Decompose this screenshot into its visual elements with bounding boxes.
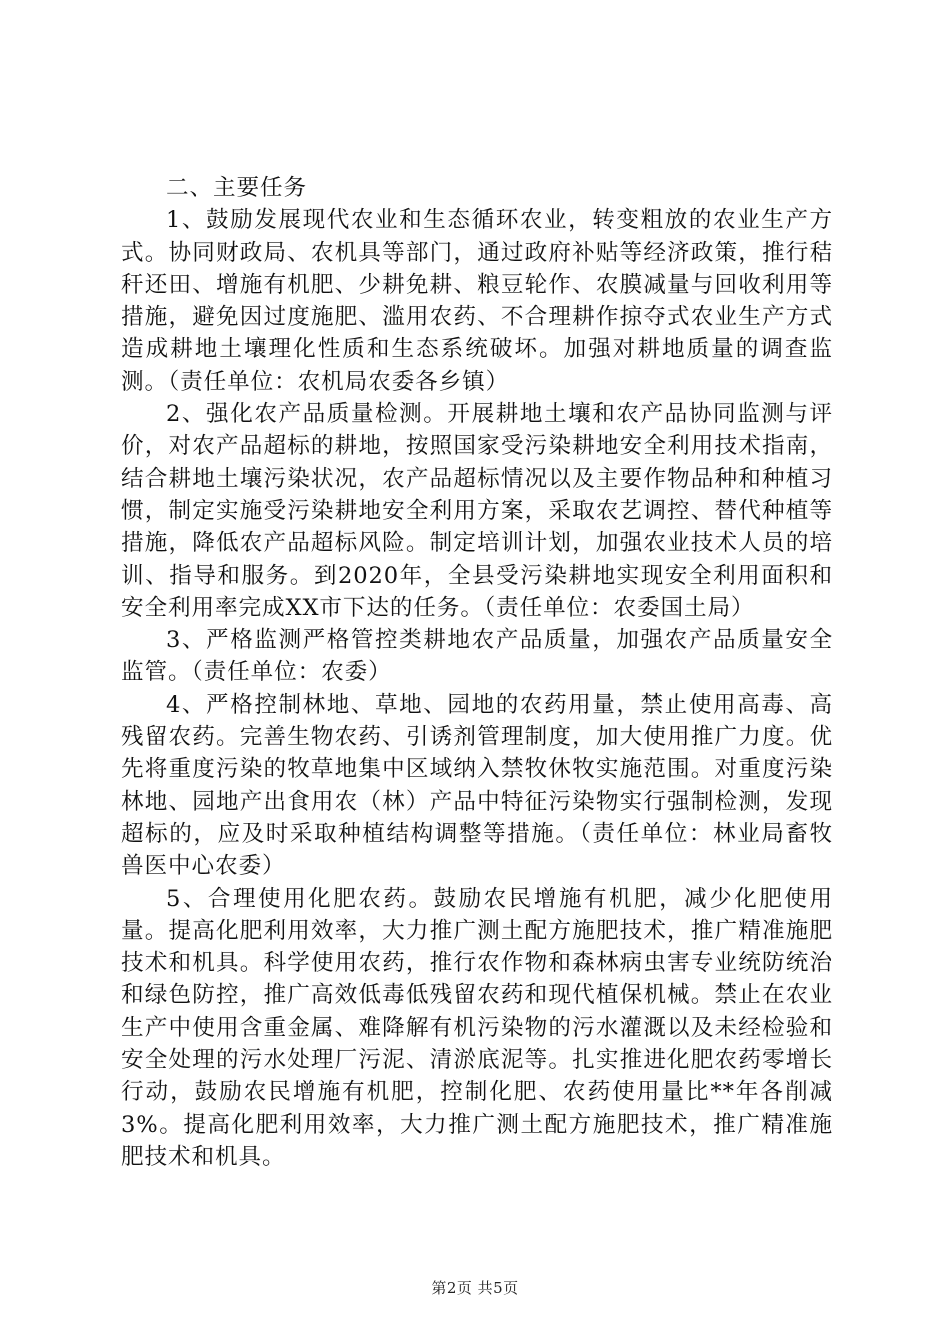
paragraph-task-1: 1、鼓励发展现代农业和生态循环农业，转变粗放的农业生产方式。协同财政局、农机具等部门，通过政府补贴等经济政策，推行秸秆还田、增施有机肥、少耕免耕、粮豆轮作、农膜减量与回收利用等措施，避免因过度施肥、滥用农药、不合理耕作掠夺式农业生产方式造成耕地土壤理化性质和生态系统破坏。加强对耕地质量的调查监测。（责任单位：农机局农委各乡镇） [121,207,833,395]
paragraph-task-5: 5、合理使用化肥农药。鼓励农民增施有机肥，减少化肥使用量。提高化肥利用效率，大力推广测土配方施肥技术，推广精准施肥技术和机具。科学使用农药，推行农作物和森林病虫害专业统防统治和绿色防控，推广高效低毒低残留农药和现代植保机械。禁止在农业生产中使用含重金属、难降解有机污染物的污水灌溉以及未经检验和安全处理的污水处理厂污泥、清淤底泥等。扎实推进化肥农药零增长行动，鼓励农民增施有机肥，控制化肥、农药使用量比**年各削减3%。提高化肥利用效率，大力推广测土配方施肥技术，推广精准施肥技术和机具。 [121,885,833,1170]
section-heading: 二、主要任务 [166,175,307,201]
page-number-footer: 第2页 共5页 [431,1279,519,1297]
paragraph-task-2: 2、强化农产品质量检测。开展耕地土壤和农产品协同监测与评价，对农产品超标的耕地，按照国家受污染耕地安全利用技术指南，结合耕地土壤污染状况，农产品超标情况以及主要作物品种和种植习惯，制定实施受污染耕地安全利用方案，采取农艺调控、替代种植等措施，降低农产品超标风险。制定培训计划，加强农业技术人员的培训、指导和服务。到2020年，全县受污染耕地实现安全利用面积和安全利用率完成XX市下达的任务。（责任单位：农委国土局） [121,401,833,621]
paragraph-task-3: 3、严格监测严格管控类耕地农产品质量，加强农产品质量安全监管。（责任单位：农委） [121,627,833,686]
paragraph-task-4: 4、严格控制林地、草地、园地的农药用量，禁止使用高毒、高残留农药。完善生物农药、引诱剂管理制度，加大使用推广力度。优先将重度污染的牧草地集中区域纳入禁牧休牧实施范围。对重度污染林地、园地产出食用农（林）产品中特征污染物实行强制检测，发现超标的，应及时采取种植结构调整等措施。（责任单位：林业局畜牧兽医中心农委） [121,691,833,880]
document-body [121,172,833,1173]
